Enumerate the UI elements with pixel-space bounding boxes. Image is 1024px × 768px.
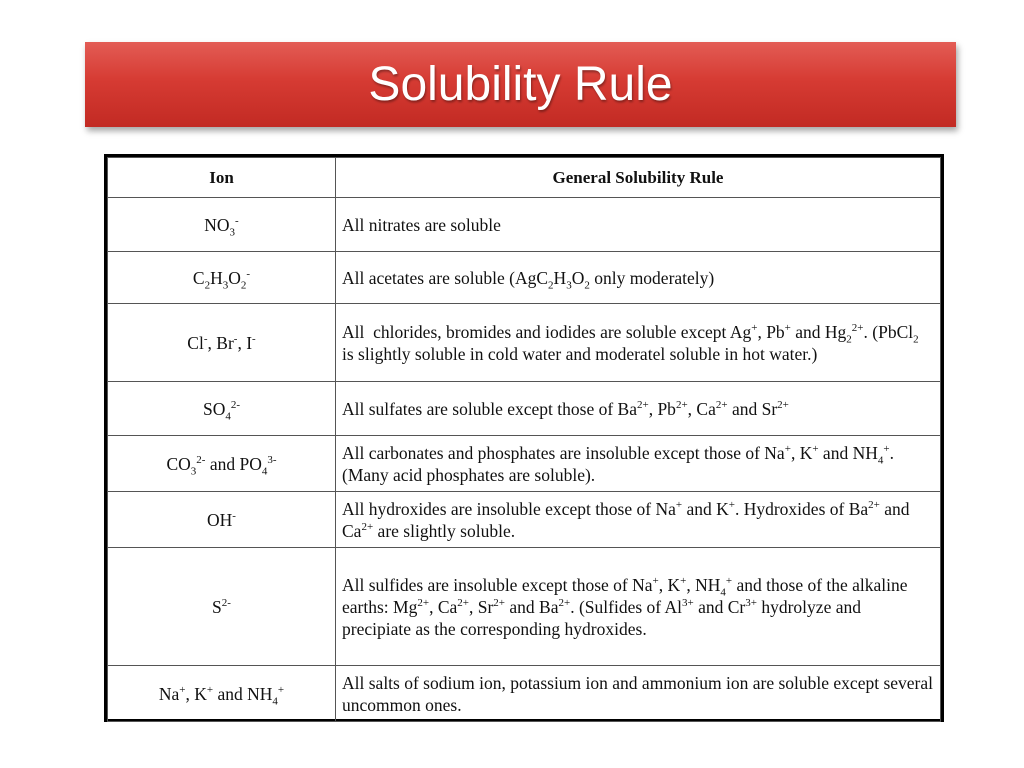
slide-title: Solubility Rule [368,57,673,111]
table-header-row [108,158,941,198]
table-row [108,492,941,548]
solubility-table-frame [104,154,944,722]
ion-cell: Na+, K+ and $NH_4^+$ [108,666,336,722]
table-row [108,252,941,304]
table-row [108,548,941,666]
rule-cell: All acetates are soluble ($AgC_2H_3O_2$ only moderately) [336,252,941,304]
header-rule: General Solubility Rule [336,158,941,198]
ion-cell: $CO_3^{2-}$ and $PO_4^{3-}$ [108,436,336,492]
ion-cell: OH- [108,492,336,548]
table-row [108,198,941,252]
solubility-table [107,157,941,722]
rule-cell: All hydroxides are insoluble except those of Na+ and K+. Hydroxides of $Ba^{2+}$ and $Ca^{2+}$ are slightly soluble. [336,492,941,548]
header-ion: Ion [108,158,336,198]
rule-cell: All chlorides, bromides and iodides are soluble except Ag+, Pb+ and $Hg_2^{2+}$. (PbCl$_2$ is slightly soluble in cold water and moderatel soluble in hot water.) [336,304,941,382]
ion-cell: $NO_3^-$ [108,198,336,252]
table-row [108,666,941,722]
title-banner [85,42,956,127]
rule-cell: All sulfides are insoluble except those of Na+, K+, $NH_4^+$ and those of the alkaline earths: $Mg^{2+}$, $Ca^{2+}$, $Sr^{2+}$ and $Ba^{2+}$. (Sulfides of $Al^{3+}$ and $Cr^{3+}$ hydrolyze and precipiate as the corresponding hydroxides. [336,548,941,666]
rule-cell: All sulfates are soluble except those of $Ba^{2+}$, $Pb^{2+}$, $Ca^{2+}$ and $Sr^{2+}$ [336,382,941,436]
rule-cell: All salts of sodium ion, potassium ion and ammonium ion are soluble except several uncommon ones. [336,666,941,722]
table-row [108,304,941,382]
rule-cell: All nitrates are soluble [336,198,941,252]
ion-cell: $S^{2-}$ [108,548,336,666]
table-row [108,382,941,436]
rule-cell: All carbonates and phosphates are insoluble except those of Na+, K+ and $NH_4^+$. (Many acid phosphates are soluble). [336,436,941,492]
ion-cell: $SO_4^{2-}$ [108,382,336,436]
ion-cell: Cl-, Br-, I- [108,304,336,382]
table-row [108,436,941,492]
ion-cell: $C_2H_3O_2^-$ [108,252,336,304]
table-body [108,198,941,722]
